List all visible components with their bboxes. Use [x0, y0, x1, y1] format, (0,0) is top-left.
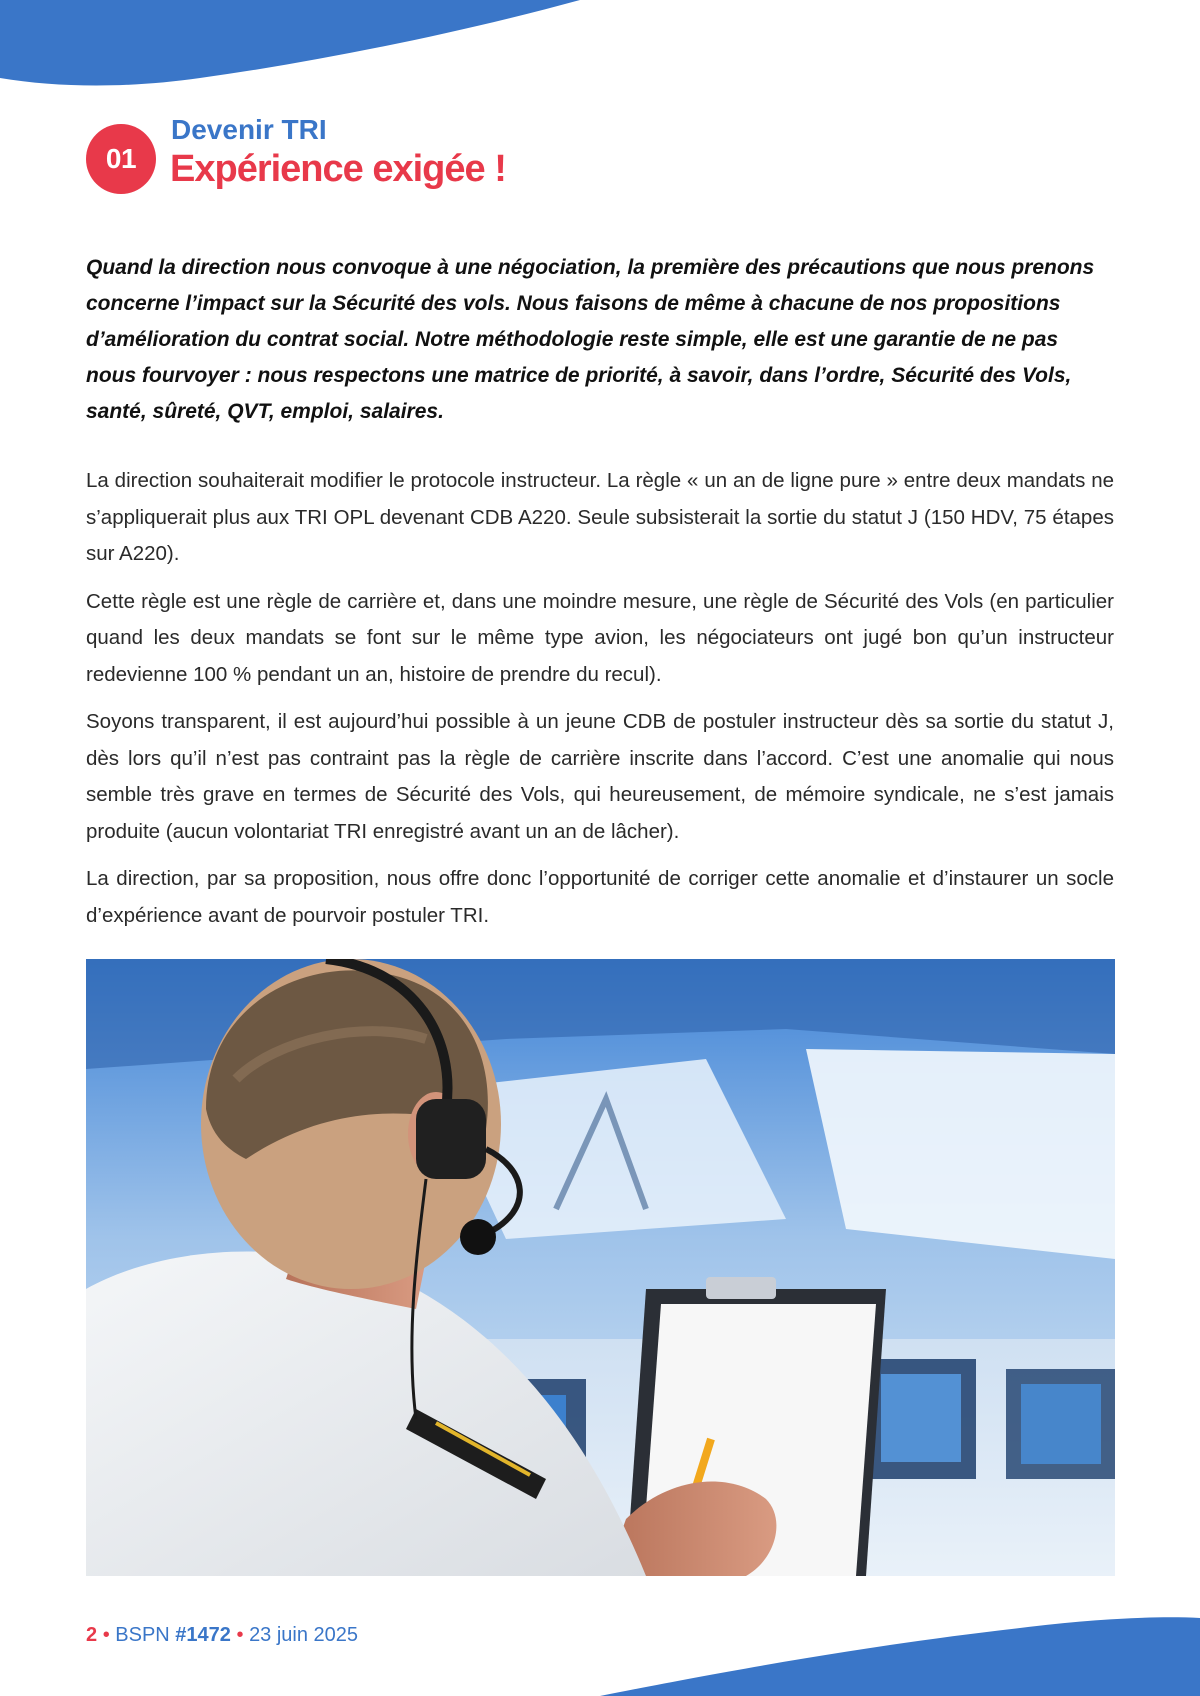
- section-number-badge: [86, 124, 156, 194]
- page-title: Expérience exigée !: [170, 148, 506, 190]
- publication-date: 23 juin 2025: [249, 1624, 359, 1646]
- issue-number: #1472: [175, 1624, 231, 1646]
- bottom-wave-decoration: [600, 1606, 1200, 1696]
- page-number: 2: [86, 1624, 98, 1646]
- publication-name: BSPN: [115, 1624, 170, 1646]
- top-wave-decoration: [0, 0, 580, 90]
- section-kicker: Devenir TRI: [171, 114, 327, 145]
- body-paragraph-3: Soyons transparent, il est aujourd’hui possible à un jeune CDB de postuler instructeur dès sa sortie du statut J, dès lors qu’il n’est pas contraint pas la règle de carrière inscrite dans l’accord. C’est une anomalie qui nous semble très grave en termes de Sécurité des Vols, qui heureusement, de mémoire syndicale, ne s’est jamais produite (aucun volontariat TRI enregistré avant un an de lâcher).: [86, 710, 1114, 843]
- footer-separator: •: [102, 1624, 110, 1646]
- body-paragraph-1: La direction souhaiterait modifier le protocole instructeur. La règle « un an de ligne pure » entre deux mandats ne s’appliquerait plus aux TRI OPL devenant CDB A220. Seule subsisterait la sortie du statut J (150 HDV, 75 étapes sur A220).: [86, 469, 1114, 565]
- footer-separator-2: •: [236, 1624, 244, 1646]
- article-body: [86, 250, 1114, 945]
- section-number: 01: [105, 143, 137, 174]
- body-paragraph-2: Cette règle est une règle de carrière et, dans une moindre mesure, une règle de Sécurité des Vols (en particulier quand les deux mandats se font sur le même type avion, les négociateurs ont jugé bon qu’un instructeur redevienne 100 % pendant un an, histoire de prendre du recul).: [86, 589, 1114, 686]
- body-paragraph-4: La direction, par sa proposition, nous offre donc l’opportunité de corriger cette anomalie et d’instaurer un socle d’expérience avant de pourvoir postuler TRI.: [86, 867, 1114, 927]
- pilot-cockpit-photo: [86, 959, 1115, 1576]
- page-footer: [86, 1624, 358, 1647]
- lead-paragraph: Quand la direction nous convoque à une négociation, la première des précautions que nous prenons concerne l’impact sur la Sécurité des vols. Nous faisons de même à chacune de nos propositions d’amélioration du contrat social. Notre méthodologie reste simple, elle est une garantie de ne pas nous fourvoyer : nous respectons une matrice de priorité, à savoir, dans l’ordre, Sécurité des Vols, santé, sûreté, QVT, emploi, salaires.: [86, 256, 1095, 423]
